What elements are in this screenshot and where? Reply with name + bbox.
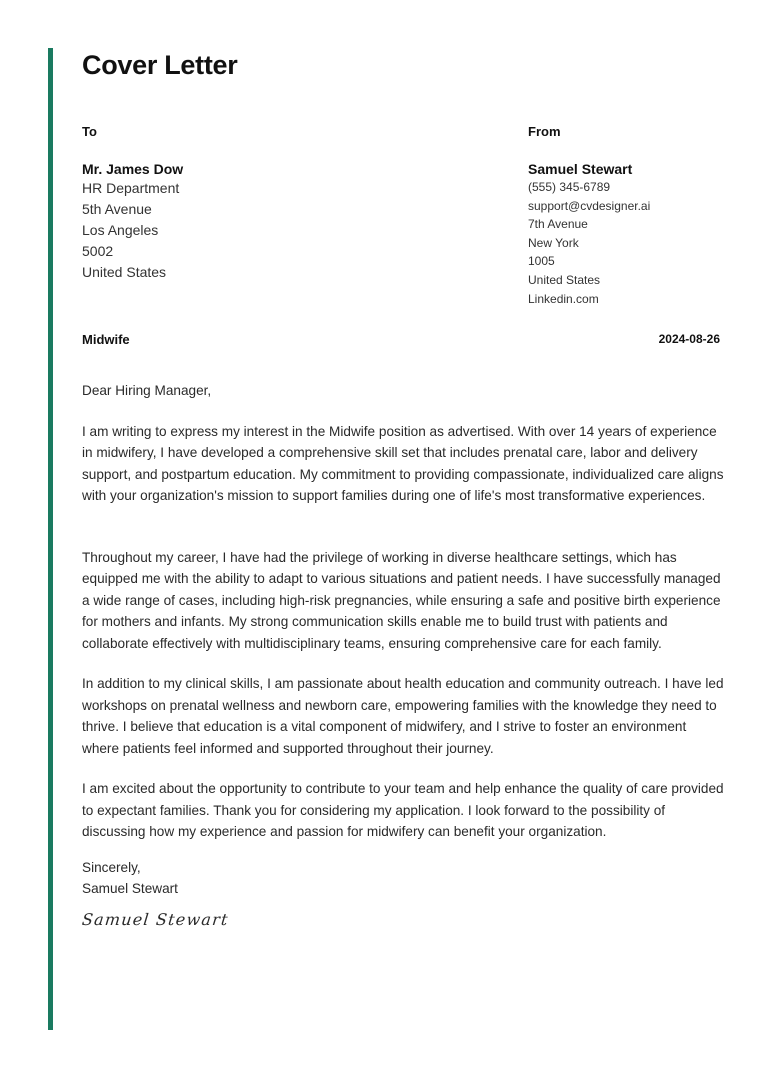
page-title: Cover Letter	[82, 50, 238, 80]
sender-linkedin: Linkedin.com	[528, 291, 599, 306]
to-label: To	[82, 124, 97, 139]
recipient-address	[82, 178, 462, 283]
letter-body	[82, 380, 724, 930]
recipient-line: HR Department	[82, 180, 180, 196]
recipient-line: United States	[82, 264, 167, 280]
body-paragraph: Throughout my career, I have had the privilege of working in diverse healthcare settings, which has equipped me with the ability to adapt to various situations and patient needs. I have successfully managed a wide range of cases, including high-risk pregnancies, while ensuring a safe and positive birth experience for mothers and infants. My strong communication skills enable me to build trust with patients and collaborate effectively with multidisciplinary teams, ensuring comprehensive care for each family.	[82, 549, 721, 651]
sender-name: Samuel Stewart	[528, 161, 633, 177]
closing-name: Samuel Stewart	[82, 881, 178, 896]
recipient-line: Los Angeles	[82, 222, 159, 238]
letter-date: 2024-08-26	[658, 332, 720, 346]
salutation: Dear Hiring Manager,	[82, 383, 212, 398]
body-paragraph: I am writing to express my interest in the Midwife position as advertised. With over 14 years of experience in midwifery, I have developed a comprehensive skill set that includes prenatal care, labor and delivery support, and postpartum education. My commitment to providing compassionate, individualized care aligns with your organization's mission to support families during one of life's most transformative experiences.	[82, 423, 724, 503]
sender-street: 7th Avenue	[528, 217, 588, 232]
body-paragraph: I am excited about the opportunity to contribute to your team and help enhance the quality of care provided to expectant families. Thank you for considering my application. I look forward to the possibility of discussing how my experience and passion for midwifery can benefit your organization.	[82, 781, 724, 839]
sender-block	[528, 124, 738, 308]
closing: Sincerely,	[82, 859, 141, 875]
sender-phone: (555) 345-6789	[528, 180, 611, 194]
body-paragraph: In addition to my clinical skills, I am passionate about health education and community outreach. I have led workshops on prenatal wellness and newborn care, empowering families with the knowledge they need to thrive. I believe that education is a vital component of midwifery, and I strive to foster an environment where patients feel informed and supported throughout their journey.	[82, 676, 724, 756]
sender-postcode: 1005	[528, 254, 555, 269]
recipient-line: 5002	[82, 243, 114, 259]
closing-block	[82, 857, 724, 931]
recipient-block	[82, 124, 462, 283]
recipient-name: Mr. James Dow	[82, 161, 184, 177]
sender-contact	[528, 178, 738, 308]
position-title: Midwife	[82, 332, 130, 347]
accent-bar	[48, 48, 53, 1030]
recipient-line: 5th Avenue	[82, 201, 152, 217]
sender-country: United States	[528, 272, 601, 287]
sender-email: support@cvdesigner.ai	[528, 198, 651, 213]
from-label: From	[528, 124, 561, 139]
signature: Samuel Stewart	[81, 909, 230, 929]
sender-city: New York	[528, 235, 579, 250]
